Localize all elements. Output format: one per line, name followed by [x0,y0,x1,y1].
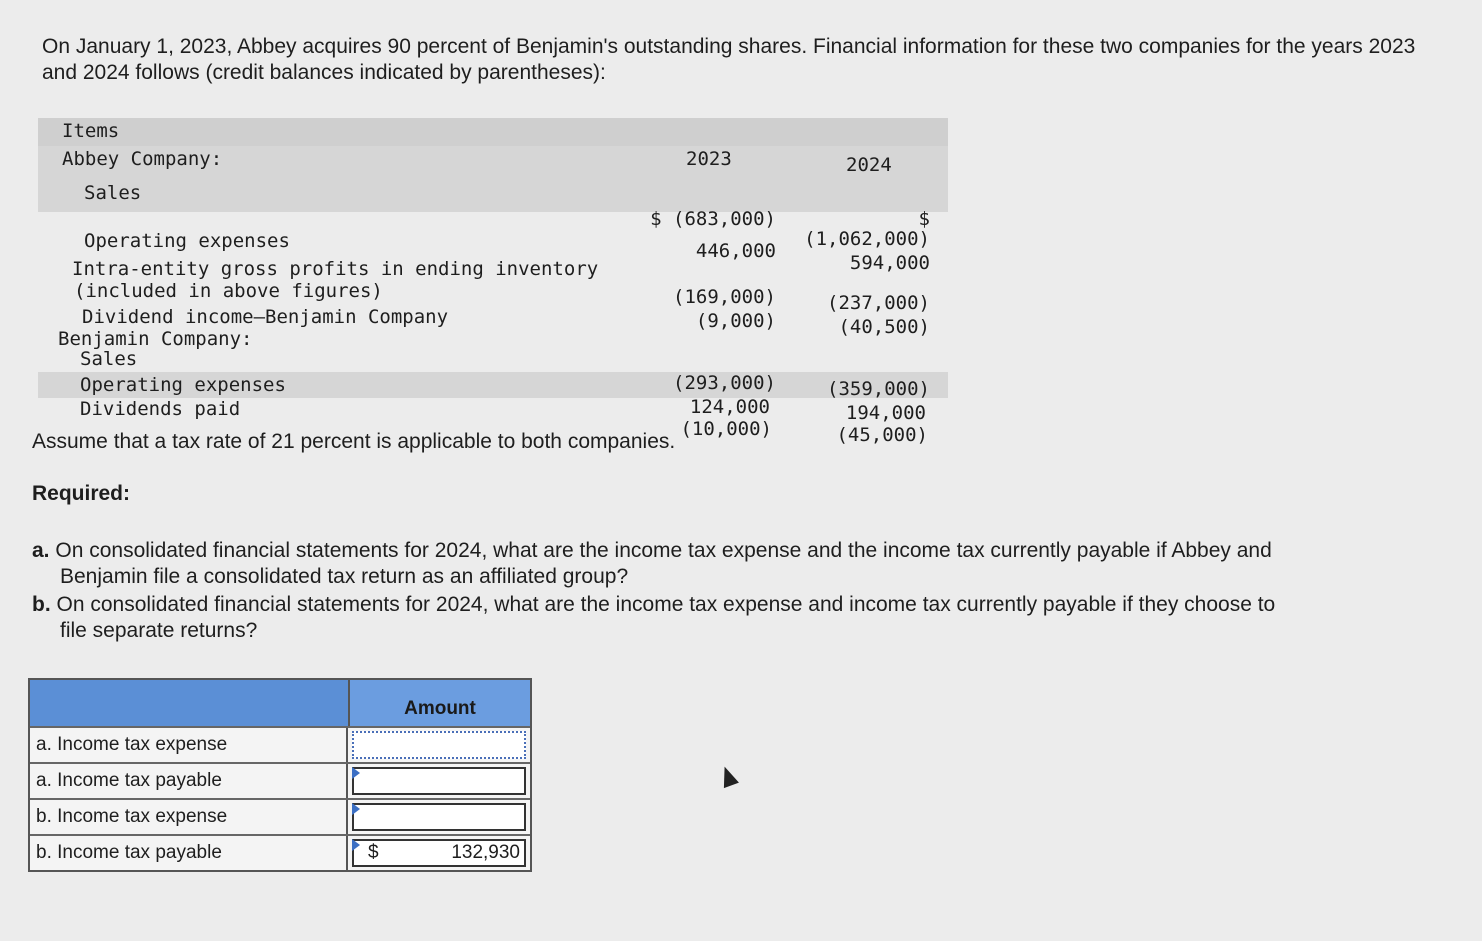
table-row [38,146,948,176]
table-row [38,350,948,372]
question-b [32,592,1412,644]
row-label: Sales [84,182,142,204]
benjamin-heading: Benjamin Company: [58,328,253,350]
mouse-pointer-icon [717,764,739,788]
currency-symbol: $ [368,842,379,863]
question-text-continued: Benjamin file a consolidated tax return as an affiliated group? [60,565,629,588]
question-letter: b. [32,593,51,616]
cell-2024: 594,000 [849,252,930,274]
row-label: Dividends paid [80,398,241,420]
header-items: Items [62,120,120,142]
cell-2024: (1,062,000) [804,228,930,250]
cell-2024: (45,000) [836,424,928,446]
abbey-heading: Abbey Company: [62,148,223,170]
table-row [38,176,948,212]
cell-flag-icon [352,803,360,815]
amount-header: Amount [350,680,530,726]
cell-2023: (169,000) [673,286,776,308]
year-2024-header: 2024 [846,154,892,176]
table-row [30,798,530,834]
answer-table-header [30,680,530,726]
question-text: On consolidated financial statements for 2024, what are the income tax expense and the income tax currently payable if Abbey and [55,539,1272,562]
question-text: On consolidated financial statements for 2024, what are the income tax expense and income tax currently payable if they choose to [56,593,1276,616]
answer-label: a. Income tax expense [30,728,348,762]
cell-2023: (293,000) [673,372,776,394]
cell-2024: (237,000) [827,292,930,314]
answer-label: b. Income tax payable [30,836,348,870]
row-label: Sales [80,348,138,370]
input-value: 132,930 [451,842,520,863]
cell-2023: 124,000 [689,396,770,418]
table-header [38,118,948,146]
year-2023-header: 2023 [686,148,732,170]
row-label: Operating expenses [80,374,286,396]
question-a [32,538,1412,590]
row-label: Dividend income—Benjamin Company [82,306,449,328]
income-tax-expense-b-input[interactable] [352,803,526,831]
intro-paragraph: On January 1, 2023, Abbey acquires 90 percent of Benjamin's outstanding shares. Financial information for these two companies for the years 2023 and 2024 follows (credit balances indicated by parentheses): [42,35,1416,84]
cell-2024-symbol: $ [918,208,930,230]
cell-flag-icon [352,767,360,779]
required-heading: Required: [32,482,131,505]
table-row [38,328,948,350]
cell-2024: 194,000 [845,402,926,424]
question-text-continued: file separate returns? [60,619,258,642]
cell-2024: (40,500) [838,316,930,338]
table-row [30,762,530,798]
tax-rate-assumption: Assume that a tax rate of 21 percent is applicable to both companies. [32,430,676,453]
income-tax-payable-b-input[interactable] [352,839,526,867]
answer-table [28,678,532,872]
cell-2023: (9,000) [695,310,776,332]
answer-label: b. Income tax expense [30,800,348,834]
row-label-continued: (included in above figures) [74,280,383,302]
row-label: Intra-entity gross profits in ending inventory [72,258,599,280]
table-row [30,726,530,762]
answer-label: a. Income tax payable [30,764,348,798]
cell-2023: (10,000) [680,418,772,440]
cell-2023: 446,000 [695,240,776,262]
table-row [30,834,530,870]
income-tax-expense-a-input[interactable] [352,731,526,759]
table-row [38,372,948,398]
row-label: Operating expenses [84,230,290,252]
cell-2024: (359,000) [827,378,930,400]
cell-2023: $ (683,000) [650,208,776,230]
header-blank-cell [30,680,350,726]
income-tax-payable-a-input[interactable] [352,767,526,795]
cell-flag-icon [352,839,360,851]
table-row [38,306,948,338]
question-letter: a. [32,539,50,562]
